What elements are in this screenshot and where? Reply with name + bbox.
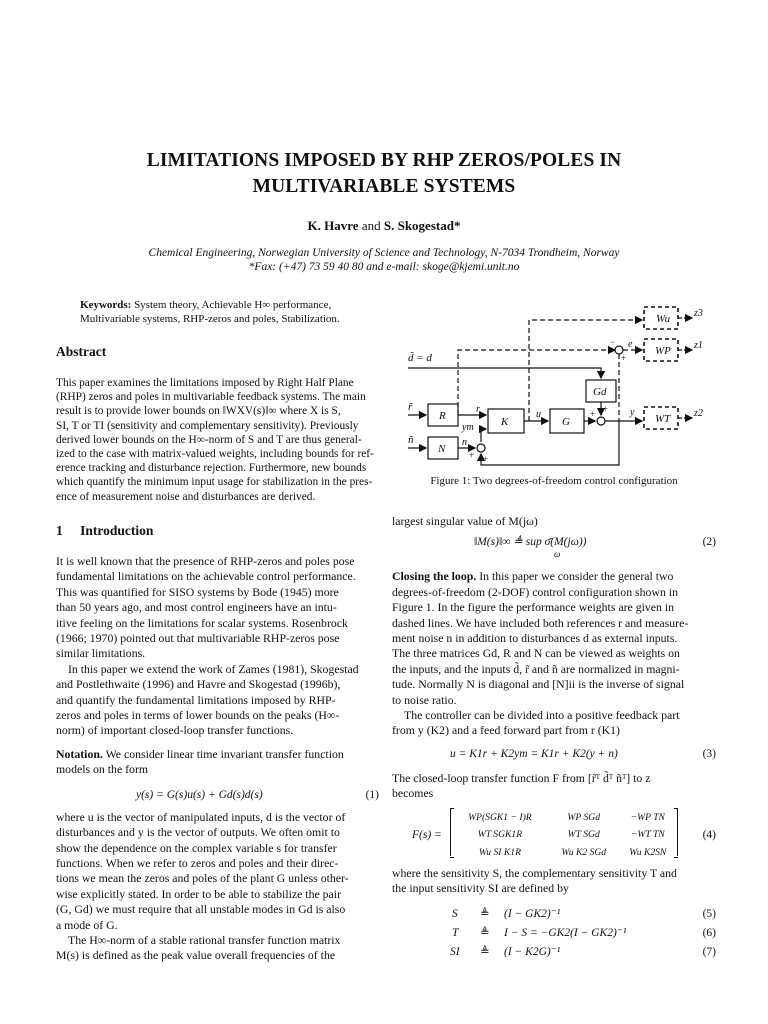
matrix-cell: WT SGd: [567, 829, 600, 841]
text-line: show the dependence on the complex variable s for transfer: [56, 840, 337, 855]
equation-rhs: (I − K2G)⁻¹: [504, 945, 561, 958]
equation-2-body: ‖M(s)‖∞ ≜ sup σ̄(M(jω)): [474, 536, 587, 549]
closed-loop-paragraph: [392, 771, 716, 802]
n-signal-label: n: [462, 437, 467, 448]
plus-sign: +: [590, 409, 596, 419]
abstract-line: ence of measurement noise and disturbances are derived.: [56, 490, 316, 503]
y-signal-label: y: [630, 407, 635, 418]
text-line: The closed-loop transfer function F from [r̃ᵀ d̃ᵀ ñᵀ] to z: [392, 770, 651, 785]
authors: [0, 218, 768, 234]
matrix-cell: WP(SGK1 − I)R: [468, 811, 532, 823]
intro-heading: [56, 523, 379, 539]
title-line-1: LIMITATIONS IMPOSED BY RHP ZEROS/POLES IN: [146, 150, 622, 171]
matrix-cell: Wu K2SN: [629, 846, 667, 858]
text-line: The H∞-norm of a stable rational transfer function matrix: [68, 932, 341, 947]
equation-3: [392, 743, 716, 771]
text-line: and quantify the fundamental limitations imposed by RHP-: [56, 692, 336, 707]
equation-op: ≜: [480, 945, 490, 958]
equation-6: [392, 926, 716, 944]
z2-label: z2: [694, 408, 703, 419]
equation-number: (6): [702, 926, 716, 939]
text-line: itive feeling on the limitations for scalar systems. Rosenbrock: [56, 615, 348, 630]
text-line: and Postlethwaite (1996) and Havre and Skogestad (1996b),: [56, 677, 341, 692]
affiliation-line-1: Chemical Engineering, Norwegian University of Science and Technology, N-7034 Trondheim, Norway: [148, 247, 620, 259]
text-line: wise explicitly stated. In order to be able to stabilize the pair: [56, 886, 341, 901]
wp-label: WP: [655, 345, 671, 357]
output-sum-junction: [597, 417, 605, 425]
text-line: In this paper we extend the work of Zames (1981), Skogestad: [68, 661, 359, 676]
text-line: functions. When we refer to zeros and poles and their direc-: [56, 855, 339, 870]
affiliation-line-2: *Fax: (+47) 73 59 40 80 and e-mail: skoge@kjemi.unit.no: [248, 261, 520, 273]
intro-heading-number: 1: [56, 523, 63, 538]
equation-3-number: (3): [702, 747, 716, 760]
equation-5: [392, 907, 716, 925]
controller-paragraph: [392, 708, 716, 739]
text-line: Figure 1. In the figure the performance weights are given in: [392, 600, 675, 615]
text-line: where the sensitivity S, the complementary sensitivity T and: [392, 865, 677, 880]
abstract-line: derived lower bounds on the H∞-norm of S and T are thus general-: [56, 433, 362, 446]
title-line-2: MULTIVARIABLE SYSTEMS: [252, 176, 516, 197]
intro-p1: [56, 554, 379, 662]
keywords-line-2: Multivariable systems, RHP-zeros and poles, Stabilization.: [80, 313, 340, 325]
wt-label: WT: [655, 413, 671, 425]
equation-7: [392, 945, 716, 963]
author-2: S. Skogestad*: [383, 218, 461, 233]
gd-label: Gd: [593, 386, 607, 398]
k-label: K: [501, 416, 509, 428]
author-1: K. Havre: [307, 218, 359, 233]
equation-rhs: (I − GK2)⁻¹: [504, 907, 561, 920]
z1-label: z1: [694, 340, 703, 351]
text-line: It is well known that the presence of RHP-zeros and poles pose: [56, 554, 355, 568]
text-line: (1966; 1970) pointed out that multivariable RHP-zeros pose: [56, 631, 340, 646]
text-line: models on the form: [56, 762, 149, 777]
where-paragraph: [392, 866, 716, 897]
right-column-body: [392, 514, 716, 965]
text-line: where u is the vector of manipulated inputs, d is the vector of: [56, 809, 346, 824]
equation-3-body: u = K1r + K2ym = K1r + K2(y + n): [450, 747, 618, 760]
matrix-cell: Wu SI K1R: [478, 846, 521, 858]
equation-1-body: y(s) = G(s)u(s) + Gd(s)d(s): [136, 788, 263, 801]
keywords: [56, 298, 379, 326]
minus-sign: −: [610, 337, 616, 347]
n-block-label: N: [438, 443, 446, 455]
equations-5-7: [392, 907, 716, 965]
text-line: fundamental limitations on the achievable control performance.: [56, 569, 356, 584]
u-signal-label: u: [536, 409, 541, 420]
equation-rhs: I − S = −GK2(I − GK2)⁻¹: [504, 926, 627, 939]
plus-sign: +: [603, 404, 609, 414]
noise-sum-junction: [477, 444, 485, 452]
text-line: to noise ratio.: [392, 692, 457, 707]
plus-sign: +: [483, 454, 489, 464]
equation-2-number: (2): [702, 536, 716, 549]
matrix-cell: WT SGK1R: [477, 829, 523, 841]
text-line: the input sensitivity SI are defined by: [392, 881, 569, 896]
equation-4-lhs: F(s) =: [412, 828, 442, 841]
r-block-label: R: [439, 410, 446, 422]
ntilde-label: ñ: [408, 434, 414, 446]
ym-signal-label: ym: [462, 422, 474, 433]
intro-heading-text: Introduction: [80, 523, 154, 538]
closing-paragraph: [392, 569, 716, 708]
equation-4: [392, 808, 716, 864]
plus-sign: +: [469, 450, 475, 460]
matrix-cell: −WT TN: [630, 829, 665, 841]
text-line: degrees-of-freedom (2-DOF) control configuration shown in: [392, 584, 678, 599]
notation-paragraph: [56, 747, 379, 778]
equation-op: ≜: [480, 907, 490, 920]
keywords-line-1: System theory, Achievable H∞ performance,: [134, 299, 332, 311]
abstract-line: ized to the case with matrix-valued weights, including bounds for ref-: [56, 448, 374, 461]
abstract-line: result is to provide lower bounds on ‖WXV(s)‖∞ where X is S,: [56, 405, 341, 418]
text-line: The three matrices Gd, R and N can be viewed as weights on: [392, 646, 680, 661]
intro-p2: [56, 662, 379, 739]
text-line: than 50 years ago, and most control engineers have an intu-: [56, 600, 337, 615]
abstract-line: SI, T or TI (sensitivity and complementary sensitivity). Previously: [56, 419, 359, 432]
abstract-heading: Abstract: [56, 344, 107, 359]
g-label: G: [562, 416, 570, 428]
equation-lhs: T: [452, 926, 459, 939]
matrix-cell: −WP TN: [630, 811, 665, 823]
text-line: disturbances and y is the vector of outputs. We often omit to: [56, 825, 340, 840]
equation-lhs: SI: [450, 945, 460, 958]
text-line: M(s) is defined as the peak value overall frequencies of the: [56, 948, 336, 963]
text-line: largest singular value of M(jω): [392, 514, 538, 528]
dtilde-label: d̃ = d: [408, 352, 432, 364]
intro-body: [56, 554, 379, 964]
figure-caption: Figure 1: Two degrees-of-freedom control configuration: [430, 475, 678, 487]
text-line: tions we mean the zeros and poles of the plant G unless other-: [56, 871, 349, 886]
text-line: dashed lines. We have included both references r and measure-: [392, 615, 689, 630]
text-line: from y (K2) and a feed forward part from r (K1): [392, 723, 620, 738]
text-line: We consider linear time invariant transfer function: [105, 746, 344, 761]
abstract-line: (RHP) zeros and poles in multivariable feedback systems. The main: [56, 391, 366, 404]
intro-p4: [56, 933, 379, 964]
equation-1-number: (1): [365, 788, 379, 801]
equation-lhs: S: [452, 907, 458, 920]
r-signal-label: r: [476, 404, 480, 415]
text-line: the inputs, and the inputs d̃, r̃ and ñ are normalized in magni-: [392, 661, 680, 676]
e-signal-label: e: [628, 339, 633, 350]
text-line: becomes: [392, 786, 434, 801]
abstract-body: [56, 376, 379, 504]
equation-2-sub: ω: [554, 549, 561, 560]
block-diagram: [392, 300, 716, 470]
text-line: (G, Gd) we must require that all unstable modes in Gd is also: [56, 902, 346, 917]
abstract-line: which quantify the minimum input usage for stabilization in the pres-: [56, 476, 373, 489]
text-line: zeros and poles in terms of lower bounds on the peaks (H∞-: [56, 708, 340, 723]
matrix-cell: WP SGd: [567, 811, 601, 823]
plus-sign: +: [621, 353, 627, 363]
notation-label: Notation.: [56, 746, 103, 761]
abstract-line: erence tracking and disturbance rejection. Furthermore, new bounds: [56, 462, 367, 475]
keywords-label: Keywords:: [80, 299, 132, 311]
wu-label: Wu: [656, 313, 671, 325]
equation-1: [56, 784, 379, 810]
paper-title: [0, 148, 768, 200]
text-line: tude. Normally N is diagonal and [N]ii is the inverse of signal: [392, 677, 685, 692]
affiliation: [0, 246, 768, 274]
equation-op: ≜: [480, 926, 490, 939]
equation-4-number: (4): [702, 828, 716, 841]
authors-conj: and: [361, 218, 381, 233]
text-line: a mode of G.: [56, 917, 118, 932]
equation-4-matrix: [450, 808, 678, 856]
rtilde-label: r̃: [408, 401, 413, 413]
text-line: The controller can be divided into a positive feedback part: [404, 708, 680, 723]
equation-2: [392, 535, 716, 565]
text-line: In this paper we consider the general two: [479, 569, 674, 584]
text-line: norm) of important closed-loop transfer functions.: [56, 723, 294, 738]
text-line: ment noise n in addition to disturbances d as external inputs.: [392, 631, 678, 646]
closing-label: Closing the loop.: [392, 569, 477, 584]
matrix-table: [451, 809, 677, 861]
equation-number: (7): [702, 945, 716, 958]
text-line: similar limitations.: [56, 646, 146, 661]
abstract-line: This paper examines the limitations imposed by Right Half Plane: [56, 377, 354, 389]
intro-p3: [56, 810, 379, 933]
equation-number: (5): [702, 907, 716, 920]
text-line: This was quantified for SISO systems by Bode (1945) more: [56, 584, 339, 599]
z3-label: z3: [694, 308, 703, 319]
matrix-cell: Wu K2 SGd: [561, 846, 607, 858]
